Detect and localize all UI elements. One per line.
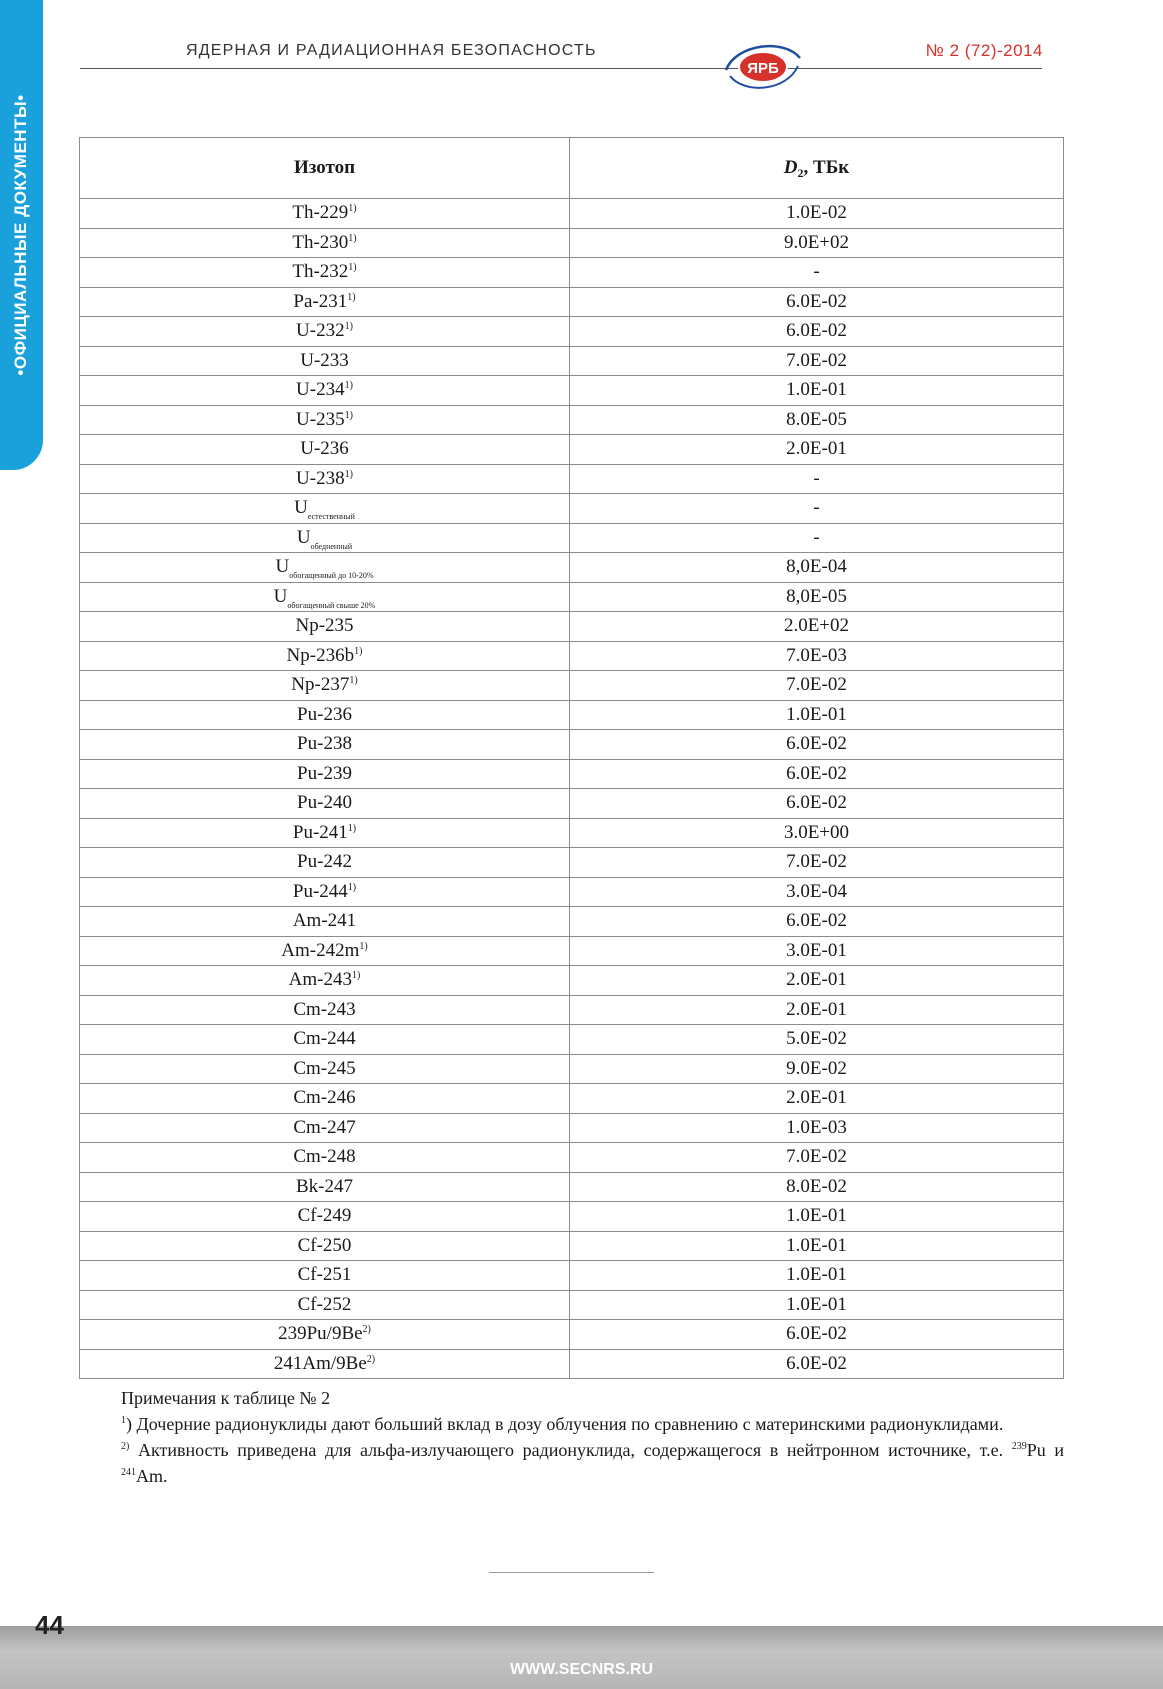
isotope-name: Np-237 — [291, 674, 350, 696]
table-row — [80, 464, 1064, 494]
isotope-name: Pu-236 — [297, 703, 352, 725]
table-row — [80, 1202, 1064, 1232]
footnote-mark: 1) — [354, 645, 363, 657]
d2-value-cell: 1.0E-03 — [570, 1113, 1064, 1143]
note-2-am-mass: 241 — [121, 1467, 136, 1478]
d2-value-cell: 6.0E-02 — [570, 730, 1064, 760]
d2-subscript: 2 — [797, 166, 804, 180]
isotope-name: U-235 — [296, 408, 345, 430]
table-row — [80, 789, 1064, 819]
d2-value-cell: 1.0E-01 — [570, 1231, 1064, 1261]
isotope-cell — [80, 1143, 570, 1173]
notes-title: Примечания к таблице № 2 — [121, 1388, 331, 1408]
table-row — [80, 877, 1064, 907]
note-1 — [79, 1411, 1064, 1437]
isotope-subscript: обогащенный до 10-20% — [289, 571, 374, 581]
d2-value-cell: 8,0E-04 — [570, 553, 1064, 583]
d2-value-cell: 3.0E-04 — [570, 877, 1064, 907]
d2-symbol: D — [783, 157, 798, 178]
note-2 — [79, 1437, 1064, 1489]
isotope-cell — [80, 523, 570, 553]
table-row — [80, 1261, 1064, 1291]
logo-text: ЯРБ — [747, 60, 779, 77]
footnote-mark: 1) — [347, 291, 356, 303]
isotope-cell — [80, 818, 570, 848]
isotope-cell — [80, 789, 570, 819]
isotope-name: Cf-249 — [297, 1205, 352, 1227]
isotope-name: Am-243 — [288, 969, 352, 991]
table-row — [80, 1025, 1064, 1055]
isotope-name: Np-236b — [286, 644, 355, 666]
d2-value-cell: 1.0E-01 — [570, 700, 1064, 730]
d2-value-cell: 2.0E-01 — [570, 1084, 1064, 1114]
table-row — [80, 700, 1064, 730]
footnote-mark: 1) — [348, 203, 357, 215]
isotope-name: Pu-241 — [292, 821, 348, 843]
isotope-cell — [80, 1349, 570, 1379]
isotope-cell — [80, 1290, 570, 1320]
isotope-name: Cf-252 — [297, 1293, 352, 1315]
isotope-cell — [80, 1320, 570, 1350]
isotope-cell — [80, 966, 570, 996]
isotope-cell — [80, 730, 570, 760]
d2-value-cell: 8.0E-02 — [570, 1172, 1064, 1202]
table-notes — [79, 1385, 1064, 1489]
isotope-name: Pu-239 — [297, 762, 352, 784]
table-row — [80, 376, 1064, 406]
isotope-name: Np-235 — [295, 615, 354, 637]
d2-value-cell: 9.0E+02 — [570, 228, 1064, 258]
side-tab — [0, 0, 43, 470]
d2-value-cell: 6.0E-02 — [570, 1320, 1064, 1350]
journal-title: ЯДЕРНАЯ И РАДИАЦИОННАЯ БЕЗОПАСНОСТЬ — [186, 42, 597, 59]
isotope-cell — [80, 346, 570, 376]
footnote-mark: 1) — [359, 940, 368, 952]
isotope-name: U-232 — [296, 320, 345, 342]
isotope-name: U-233 — [300, 349, 349, 371]
d2-value-cell: - — [570, 258, 1064, 288]
table-row — [80, 1143, 1064, 1173]
isotope-subscript: естественный — [307, 512, 355, 522]
d2-value-cell: 6.0E-02 — [570, 287, 1064, 317]
isotope-cell — [80, 1054, 570, 1084]
d2-value-cell: 7.0E-02 — [570, 1143, 1064, 1173]
d2-value-cell: - — [570, 523, 1064, 553]
header-rule — [80, 68, 1042, 69]
isotope-cell — [80, 287, 570, 317]
table-row — [80, 1054, 1064, 1084]
isotope-cell — [80, 435, 570, 465]
issue-number: № 2 (72)-2014 — [925, 41, 1043, 60]
table-row — [80, 435, 1064, 465]
d2-value-cell: 6.0E-02 — [570, 759, 1064, 789]
d2-value-cell: 2.0E-01 — [570, 995, 1064, 1025]
table-row — [80, 848, 1064, 878]
footnote-mark: 1) — [344, 380, 353, 392]
isotope-cell — [80, 759, 570, 789]
table-row — [80, 553, 1064, 583]
table-row — [80, 730, 1064, 760]
isotope-name: Pu-240 — [297, 792, 352, 814]
isotope-cell — [80, 582, 570, 612]
isotope-name: Bk-247 — [296, 1175, 353, 1197]
table-row — [80, 612, 1064, 642]
d2-value-cell: 7.0E-02 — [570, 848, 1064, 878]
d2-value-cell: 3.0E+00 — [570, 818, 1064, 848]
isotope-cell — [80, 700, 570, 730]
table-row — [80, 405, 1064, 435]
divider — [489, 1572, 654, 1573]
table-row — [80, 494, 1064, 524]
isotope-name: Cm-248 — [293, 1146, 356, 1168]
footnote-mark: 2) — [362, 1324, 371, 1336]
d2-unit: , ТБк — [803, 157, 850, 178]
isotope-name: 239Pu/9Be — [278, 1323, 363, 1345]
isotope-name: Cm-243 — [293, 998, 356, 1020]
table-row — [80, 582, 1064, 612]
table-header-row — [80, 138, 1064, 199]
note-2-mark: 2) — [121, 1441, 130, 1452]
table-row — [80, 1084, 1064, 1114]
isotope-cell — [80, 1172, 570, 1202]
footnote-mark: 1) — [351, 970, 361, 982]
d2-value-cell: - — [570, 494, 1064, 524]
table-row — [80, 907, 1064, 937]
footer-url[interactable]: WWW.SECNRS.RU — [509, 1661, 654, 1678]
note-2-am: Am. — [136, 1466, 168, 1486]
isotope-name: Cm-244 — [293, 1028, 356, 1050]
note-1-mark: 1 — [121, 1415, 126, 1426]
isotope-cell — [80, 199, 570, 229]
table-row — [80, 1290, 1064, 1320]
table-row — [80, 228, 1064, 258]
isotope-name: Cm-245 — [293, 1057, 356, 1079]
isotope-name: Pa-231 — [293, 290, 348, 312]
table-row — [80, 818, 1064, 848]
table-row — [80, 199, 1064, 229]
isotope-cell — [80, 936, 570, 966]
footer-band — [0, 1626, 1163, 1689]
table-row — [80, 523, 1064, 553]
isotope-table — [79, 137, 1064, 1379]
isotope-cell — [80, 1025, 570, 1055]
isotope-name: Am-242m — [281, 939, 360, 961]
isotope-cell — [80, 553, 570, 583]
footnote-mark: 1) — [344, 468, 353, 480]
isotope-name: Pu-242 — [297, 851, 352, 873]
isotope-name: U — [294, 497, 308, 519]
isotope-name: Cf-251 — [297, 1264, 352, 1286]
isotope-cell — [80, 641, 570, 671]
d2-value-cell: 9.0E-02 — [570, 1054, 1064, 1084]
d2-value-cell: 6.0E-02 — [570, 907, 1064, 937]
table-row — [80, 759, 1064, 789]
note-2-text: Активность приведена для альфа-излучающего радионуклида, содержащегося в нейтронном источнике, т.е. — [129, 1440, 1012, 1460]
d2-value-cell: 6.0E-02 — [570, 1349, 1064, 1379]
table-row — [80, 1320, 1064, 1350]
isotope-cell — [80, 1261, 570, 1291]
table-row — [80, 346, 1064, 376]
isotope-name: Th-232 — [292, 261, 349, 283]
table-row — [80, 641, 1064, 671]
d2-value-cell: 7.0E-03 — [570, 641, 1064, 671]
table-row — [80, 258, 1064, 288]
isotope-cell — [80, 494, 570, 524]
isotope-subscript: обогащенный свыше 20% — [287, 600, 376, 610]
isotope-name: U-234 — [296, 379, 345, 401]
d2-value-cell: - — [570, 464, 1064, 494]
note-2-pu: Pu и — [1026, 1440, 1064, 1460]
footnote-mark: 1) — [349, 675, 358, 687]
footnote-mark: 1) — [348, 232, 357, 244]
isotope-cell — [80, 612, 570, 642]
isotope-name: U — [296, 526, 311, 548]
isotope-cell — [80, 907, 570, 937]
table-row — [80, 995, 1064, 1025]
isotope-cell — [80, 317, 570, 347]
d2-value-cell: 3.0E-01 — [570, 936, 1064, 966]
table-row — [80, 1172, 1064, 1202]
d2-value-cell: 1.0E-01 — [570, 1261, 1064, 1291]
d2-value-cell: 1.0E-01 — [570, 1202, 1064, 1232]
page-number: 44 — [35, 1610, 64, 1640]
isotope-cell — [80, 848, 570, 878]
isotope-cell — [80, 671, 570, 701]
isotope-name: U-238 — [296, 467, 345, 489]
table-row — [80, 1113, 1064, 1143]
table-row — [80, 317, 1064, 347]
note-1-text: ) Дочерние радионуклиды дают больший вклад в дозу облучения по сравнению с материнскими радионуклидами. — [126, 1414, 1004, 1434]
d2-value-cell: 2.0E+02 — [570, 612, 1064, 642]
isotope-cell — [80, 258, 570, 288]
footnote-mark: 2) — [366, 1353, 376, 1365]
isotope-cell — [80, 1084, 570, 1114]
table-row — [80, 287, 1064, 317]
isotope-name: Cm-246 — [293, 1087, 356, 1109]
d2-value-cell: 8,0E-05 — [570, 582, 1064, 612]
isotope-cell — [80, 228, 570, 258]
column-header-d2 — [570, 138, 1064, 199]
isotope-cell — [80, 995, 570, 1025]
isotope-cell — [80, 1231, 570, 1261]
table-row — [80, 1231, 1064, 1261]
d2-value-cell: 1.0E-01 — [570, 376, 1064, 406]
table-body — [80, 199, 1064, 1379]
d2-value-cell: 1.0E-02 — [570, 199, 1064, 229]
d2-value-cell: 2.0E-01 — [570, 435, 1064, 465]
journal-logo-icon — [724, 36, 802, 96]
isotope-name: Pu-238 — [297, 733, 352, 755]
isotope-name: Pu-244 — [292, 880, 348, 902]
d2-value-cell: 7.0E-02 — [570, 671, 1064, 701]
isotope-name: Cf-250 — [297, 1234, 352, 1256]
isotope-cell — [80, 1202, 570, 1232]
isotope-cell — [80, 405, 570, 435]
d2-value-cell: 6.0E-02 — [570, 317, 1064, 347]
table-row — [80, 966, 1064, 996]
d2-value-cell: 1.0E-01 — [570, 1290, 1064, 1320]
isotope-cell — [80, 1113, 570, 1143]
d2-value-cell: 6.0E-02 — [570, 789, 1064, 819]
isotope-name: 241Am/9Be — [273, 1352, 367, 1374]
footnote-mark: 1) — [347, 881, 357, 893]
footnote-mark: 1) — [348, 262, 357, 274]
section-label: •ОФИЦИАЛЬНЫЕ ДОКУМЕНТЫ• — [11, 94, 30, 376]
footnote-mark: 1) — [344, 321, 353, 333]
footnote-mark: 1) — [344, 409, 353, 421]
isotope-cell — [80, 877, 570, 907]
d2-value-cell: 5.0E-02 — [570, 1025, 1064, 1055]
d2-value-cell: 8.0E-05 — [570, 405, 1064, 435]
isotope-name: U-236 — [300, 438, 349, 460]
table-row — [80, 671, 1064, 701]
d2-value-cell: 7.0E-02 — [570, 346, 1064, 376]
footnote-mark: 1) — [347, 822, 357, 834]
table-row — [80, 1349, 1064, 1379]
isotope-name: U — [273, 585, 288, 607]
isotope-name: Cm-247 — [293, 1116, 356, 1138]
isotope-name: Am-241 — [292, 910, 357, 932]
note-2-pu-mass: 239 — [1011, 1441, 1027, 1452]
isotope-subscript: обедненный — [310, 541, 353, 551]
isotope-cell — [80, 376, 570, 406]
d2-value-cell: 2.0E-01 — [570, 966, 1064, 996]
isotope-name: U — [275, 556, 290, 578]
isotope-name: Th-229 — [292, 202, 349, 224]
isotope-name: Th-230 — [292, 231, 349, 253]
table-row — [80, 936, 1064, 966]
isotope-cell — [80, 464, 570, 494]
column-header-isotope: Изотоп — [80, 138, 570, 199]
